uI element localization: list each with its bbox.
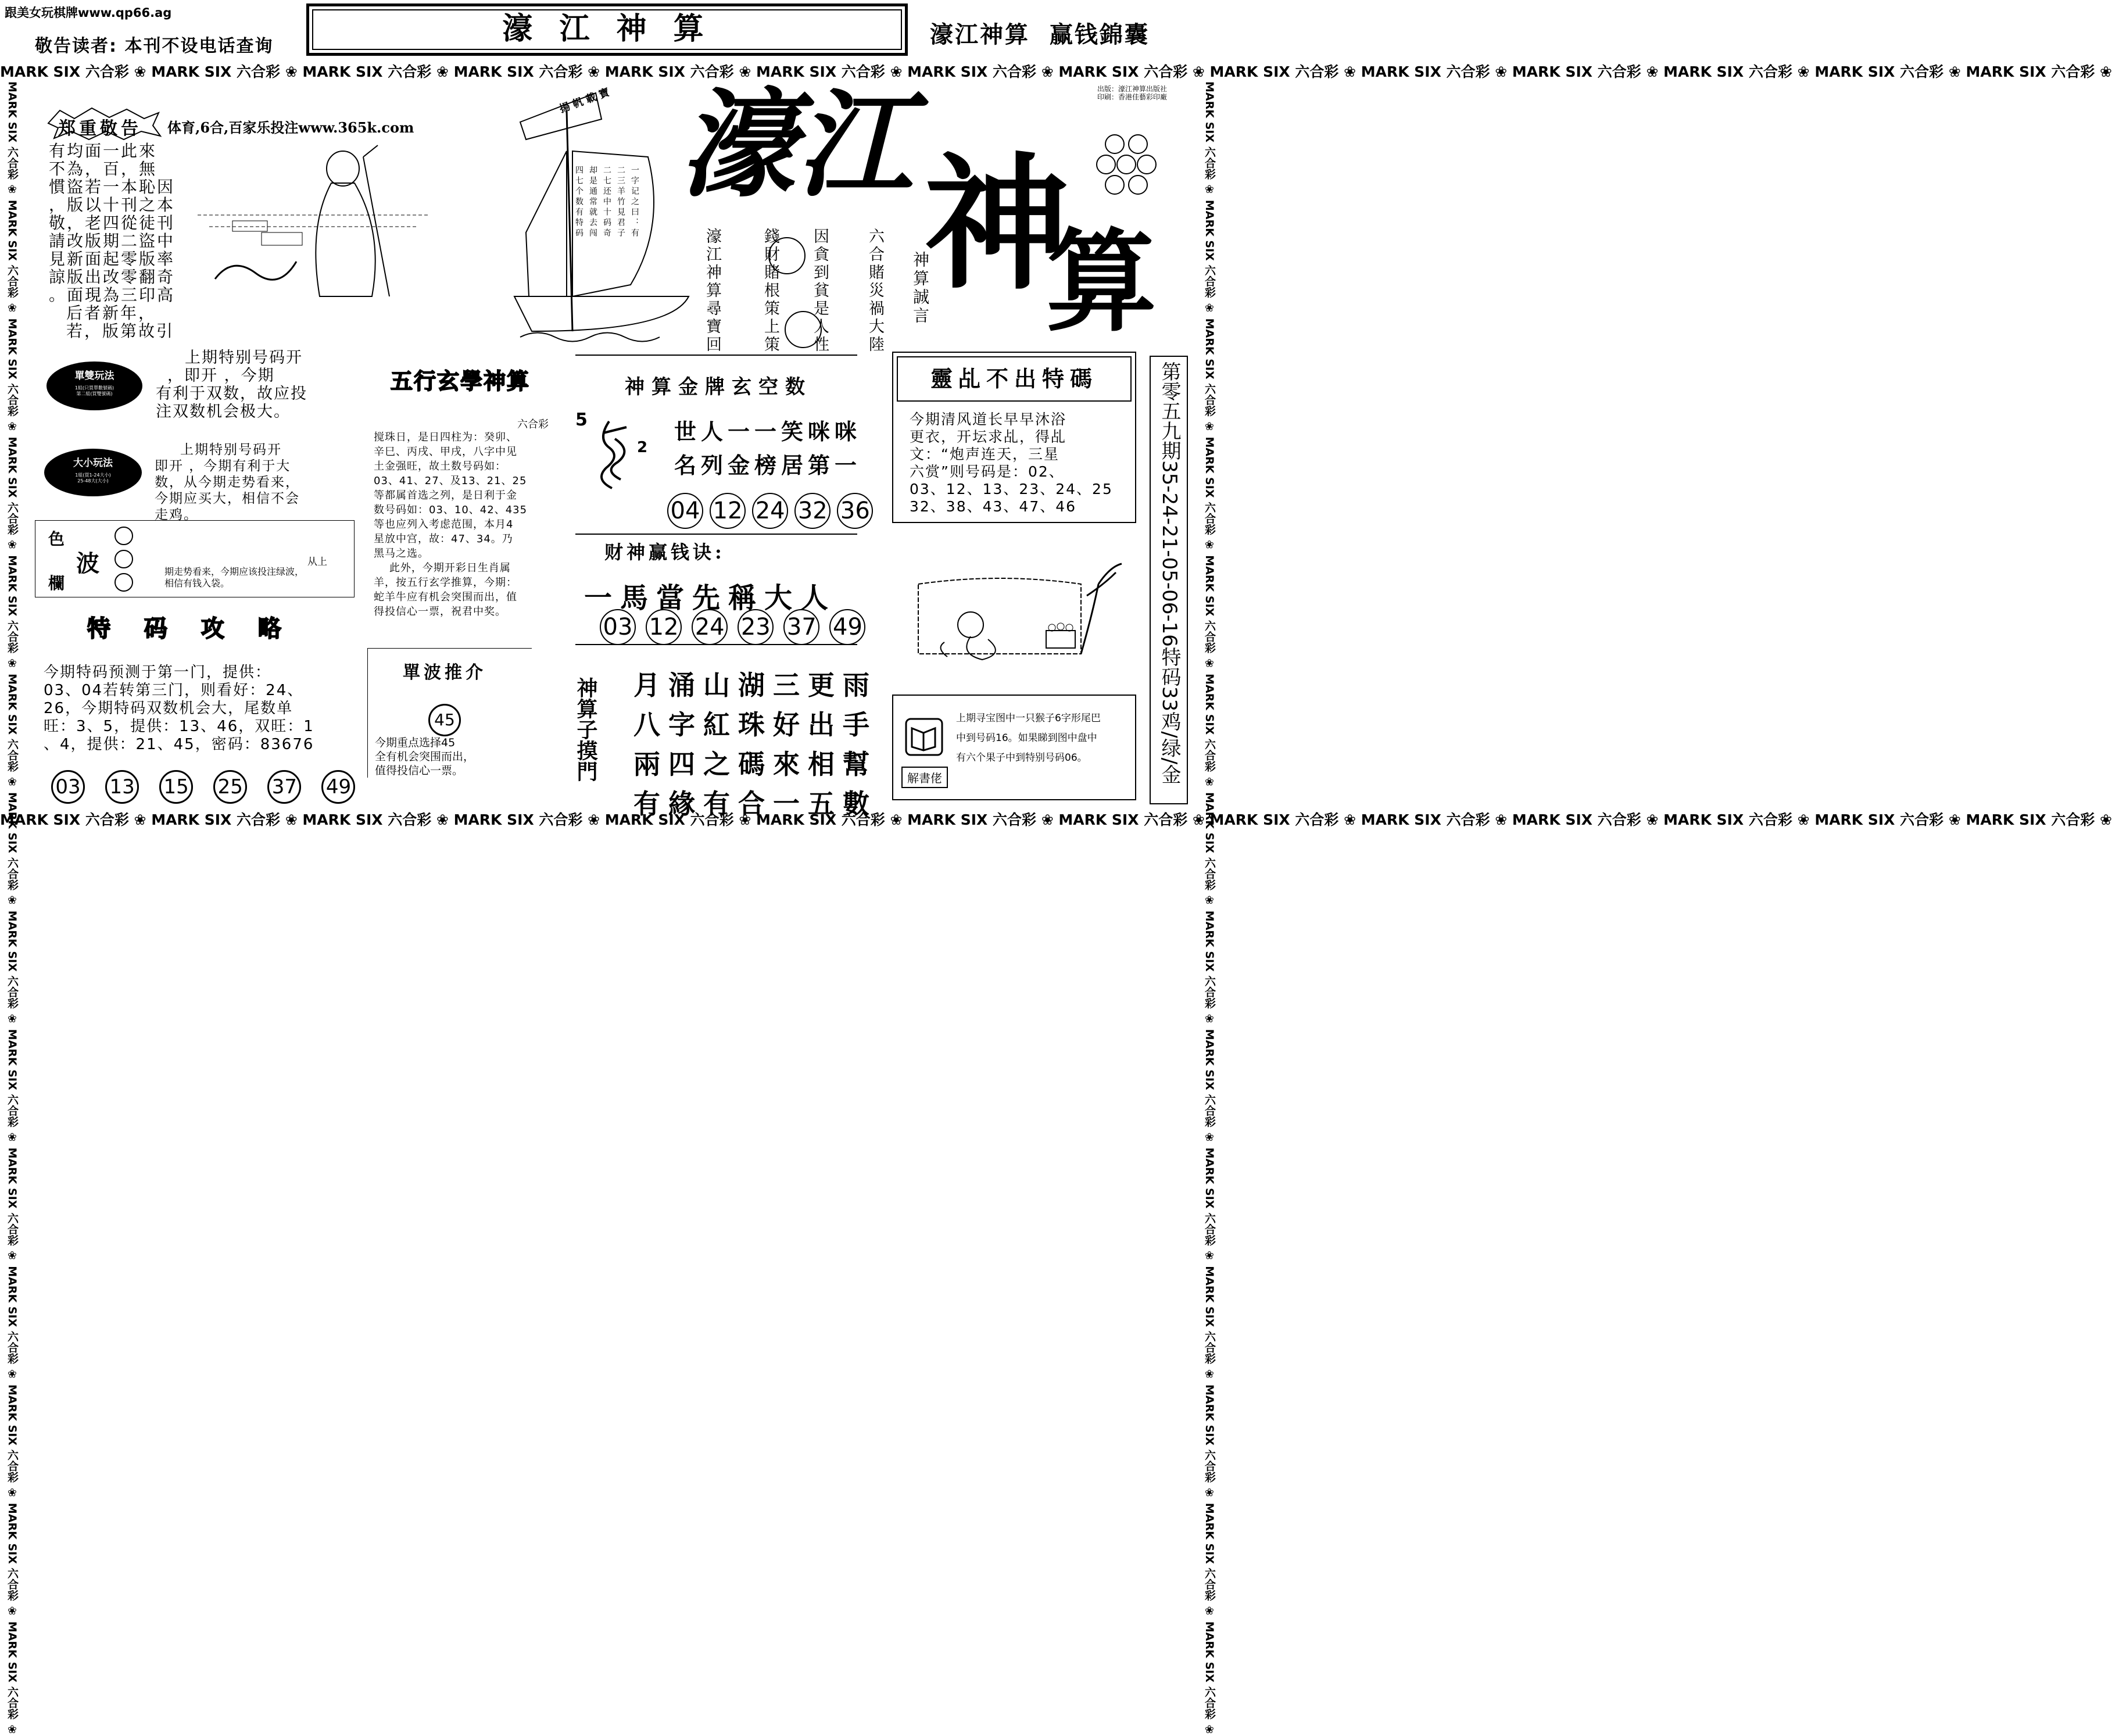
notice-line: 見新面起零版率 [49, 249, 176, 269]
big-title-b: 神 [924, 138, 1069, 309]
talisman-icon [586, 416, 638, 491]
issue-box [1150, 356, 1188, 804]
wave-circle [114, 573, 133, 592]
riddle-line: 兩四之碼來相幫 [633, 749, 878, 780]
number-ball: 37 [783, 609, 819, 645]
border-strip-left: MARK SIX 六合彩 ❀ MARK SIX 六合彩 ❀ MARK SIX 六合彩 ❀ MARK SIX 六合彩 ❀ MARK SIX 六合彩 ❀ MARK SIX 六合彩 ❀ MARK SIX 六合彩 ❀ MARK SIX 六合彩 ❀ MARK SIX 六合彩 ❀ MARK SIX 六合彩 ❀ MARK SIX 六合彩 ❀ MARK SIX 六合彩 ❀ MARK SIX 六合彩 ❀ MARK SIX 六合彩 ❀ [6, 81, 19, 1736]
number-ball: 03 [51, 770, 85, 804]
printer-line: 印刷：香港佳藝彩印廠 [1097, 93, 1168, 101]
number-ball: 45 [428, 704, 461, 736]
notice-badge-text: 郑重敬告 [58, 119, 142, 139]
notice-line: 諒版出改零翻奇 [49, 267, 176, 287]
publisher-info [1097, 85, 1167, 101]
poem-col: 因貪到貧是人性 [811, 228, 829, 354]
header-frame [306, 3, 908, 56]
treasure-text: 上期寻宝图中一只猴子6字形尾巴 中到号码16。如果睇到图中盘中 有六个果子中到特别号码06。 [956, 713, 1101, 764]
sail-col: 二三羊竹見君子 [616, 166, 625, 239]
wuxing-title: 五行玄學神算 [391, 368, 531, 394]
wealth-line: 一馬當先稱大人 [584, 582, 837, 614]
gold-line: 名列金榜居第一 [674, 452, 862, 478]
divider [575, 355, 857, 356]
sail-col: 一字记之曰：有 [630, 166, 639, 239]
notice-line: ，版以十刊之本 [49, 195, 176, 214]
sail-col: 二七还中十码奇 [602, 166, 611, 239]
color-wave-box: 色 波 欄 从上 期走势看来，今期应该投注绿波， 相信有钱入袋。 [35, 520, 355, 597]
monkey-illustration [912, 561, 1127, 665]
sail-verse [572, 166, 641, 334]
border-strip-top: MARK SIX 六合彩 ❀ MARK SIX 六合彩 ❀ MARK SIX 六合彩 ❀ MARK SIX 六合彩 ❀ MARK SIX 六合彩 ❀ MARK SIX 六合彩 ❀ MARK SIX 六合彩 ❀ MARK SIX 六合彩 ❀ MARK SIX 六合彩 ❀ MARK SIX 六合彩 ❀ MARK SIX 六合彩 ❀ MARK SIX 六合彩 ❀ MARK SIX 六合彩 ❀ MARK SIX 六合彩 ❀ [0, 63, 2112, 80]
number-ball: 49 [321, 770, 355, 804]
treasure-box [892, 695, 1136, 800]
number-ball: 04 [667, 493, 703, 529]
header-slogan: 濠江神算 赢钱錦囊 [930, 21, 1150, 48]
odd-even-badge: 單雙玩法 1組(只買單數號碼) 第二組(買雙號碼) [46, 361, 142, 410]
poem-circle [785, 311, 822, 348]
number-ball: 37 [267, 770, 301, 804]
number-ball: 24 [692, 609, 728, 645]
notice-badge [45, 106, 162, 143]
poem-col: 錢財賭根策上策 [761, 228, 779, 354]
sail-col: 却是通常就去闯 [588, 166, 597, 239]
big-title-c: 算 [1046, 217, 1157, 346]
flower-icon [1097, 133, 1155, 196]
big-small-text: 上期特别号码开 即开 ，今期有利于大 数，从今期走势看来， 今期应买大，相信不会 走鸡。 [155, 442, 300, 522]
poem-col: 濠江神算尋寶回 [703, 228, 721, 354]
notice-line: 后者新年， [66, 303, 157, 323]
divider [575, 534, 857, 535]
riddle-line: 月涌山湖三更雨 [633, 670, 878, 701]
wave-circle [114, 550, 133, 568]
single-wave-box: 單波推介 45 今期重点选择45 全有机会突围而出， 值得投信心一票。 [367, 648, 532, 778]
reader-notice: 敬告读者: 本刊不设电话查询 [35, 36, 274, 56]
sail-flag: 揚帆載寶 [557, 85, 615, 116]
notice-line: 敬，老四從徒刊 [49, 213, 176, 232]
header-title: 濠 江 神 算 [312, 9, 902, 50]
riddle-line: 八字紅珠好出手 [633, 709, 878, 740]
number-ball: 24 [752, 493, 788, 529]
notice-line: 有均面一此來 [49, 141, 157, 160]
border-strip-right: MARK SIX 六合彩 ❀ MARK SIX 六合彩 ❀ MARK SIX 六合彩 ❀ MARK SIX 六合彩 ❀ MARK SIX 六合彩 ❀ MARK SIX 六合彩 ❀ MARK SIX 六合彩 ❀ MARK SIX 六合彩 ❀ MARK SIX 六合彩 ❀ MARK SIX 六合彩 ❀ MARK SIX 六合彩 ❀ MARK SIX 六合彩 ❀ MARK SIX 六合彩 ❀ MARK SIX 六合彩 ❀ [1203, 81, 1216, 1736]
big-title-a: 濠江 [680, 77, 913, 213]
book-icon [904, 717, 944, 757]
special-title: 特 码 攻 略 [87, 615, 294, 642]
notice-line: 請改版期二盜中 [49, 231, 176, 250]
notice-body [49, 142, 175, 340]
number-ball: 23 [738, 609, 774, 645]
special-numbers [51, 770, 361, 804]
poem-circle [768, 237, 806, 274]
motto: 神算誠言 [911, 251, 930, 325]
riddle-line: 有緣有合一五數 [633, 788, 878, 819]
notice-line: 不為，百，無 [49, 159, 157, 178]
gold-title: 神算金牌玄空数 [625, 375, 812, 399]
special-text: 今期特码预测于第一门，提供： 03、04若转第三门，则看好：24、 26，今期特码双数机会大，尾数单 旺：3、5，提供：13、46，双旺：1 、4，提供：21、45，密码：83676 [44, 664, 314, 753]
site-ad: 跟美女玩棋牌www.qp66.ag [5, 6, 172, 20]
oracle-title: 靈乩不出特碼 [930, 366, 1098, 392]
odd-even-text: 上期特别号码开 ，即开 ，今期 有利于双数，故应投 注双数机会极大。 [156, 349, 307, 421]
number-ball: 32 [794, 493, 831, 529]
notice-line: 若，版第故引 [66, 321, 175, 341]
publisher-line: 出版：濠江神算出版社 [1097, 85, 1168, 93]
notice-line: 慣盜若一本恥因 [49, 177, 176, 196]
wealth-numbers [600, 609, 869, 645]
number-ball: 25 [213, 770, 247, 804]
number-ball: 36 [837, 493, 873, 529]
divider [575, 644, 857, 645]
wealth-title: 财神赢钱诀: [604, 541, 725, 563]
oracle-box [892, 352, 1136, 523]
treasure-label: 解書佬 [901, 767, 948, 788]
issue-text: 第零五九期35-24-21-05-06-16特码33鸡/绿/金 [1158, 361, 1181, 785]
sail-col: 四七个数有特码 [574, 166, 584, 239]
oracle-title-frame [897, 356, 1132, 402]
number-ball: 12 [710, 493, 746, 529]
big-small-badge: 大小玩法 1組(買1-24大小) 25-48大(大小) [44, 449, 142, 496]
notice-line: 。面現為三印高 [49, 285, 176, 305]
number-ball: 49 [829, 609, 865, 645]
poem-col: 六合賭災禍大陸 [866, 228, 884, 354]
wuxing-first: 六合彩 [517, 418, 549, 431]
riddle-lines [633, 665, 878, 824]
wave-circle [114, 527, 133, 545]
oracle-text: 今期清风道长早早沐浴 更衣，开坛求乩，得乩 文：“炮声连天，三星 六赏”则号码是：02、 03、12、13、23、24、25 32、38、43、47、46 [910, 411, 1113, 515]
number-ball: 03 [600, 609, 636, 645]
number-ball: 12 [646, 609, 682, 645]
number-ball: 15 [159, 770, 193, 804]
gold-line: 世人一一笑咪咪 [674, 418, 862, 445]
lady-illustration [198, 145, 430, 308]
wuxing-text: 搅珠日，是日四柱为：癸卯、 辛巳、丙戌、甲戌，八字中见 土金强旺，故土数号码如： 03、41、27、及13、21、25 等都属首选之列，是日利于金 数号码如：03、10、42、435 等也应列入考虑范围，本月4 星放中宫，故：47、34。乃 黑马之选。 此外，今期开彩日生肖属 羊，按五行玄学推算，今期： 蛇羊牛应有机会突围而出，值 得投信心一票，祝君中奖。 [374, 431, 528, 618]
border-strip-bottom: MARK SIX 六合彩 ❀ MARK SIX 六合彩 ❀ MARK SIX 六合彩 ❀ MARK SIX 六合彩 ❀ MARK SIX 六合彩 ❀ MARK SIX 六合彩 ❀ MARK SIX 六合彩 ❀ MARK SIX 六合彩 ❀ MARK SIX 六合彩 ❀ MARK SIX 六合彩 ❀ MARK SIX 六合彩 ❀ MARK SIX 六合彩 ❀ MARK SIX 六合彩 ❀ MARK SIX 六合彩 ❀ [0, 811, 2112, 828]
gold-numbers [667, 493, 876, 529]
sponsor-line: 体育,6合,百家乐投注www.365k.com [167, 119, 414, 136]
number-ball: 13 [105, 770, 139, 804]
riddle-label: 神算子摸門 [574, 677, 598, 782]
